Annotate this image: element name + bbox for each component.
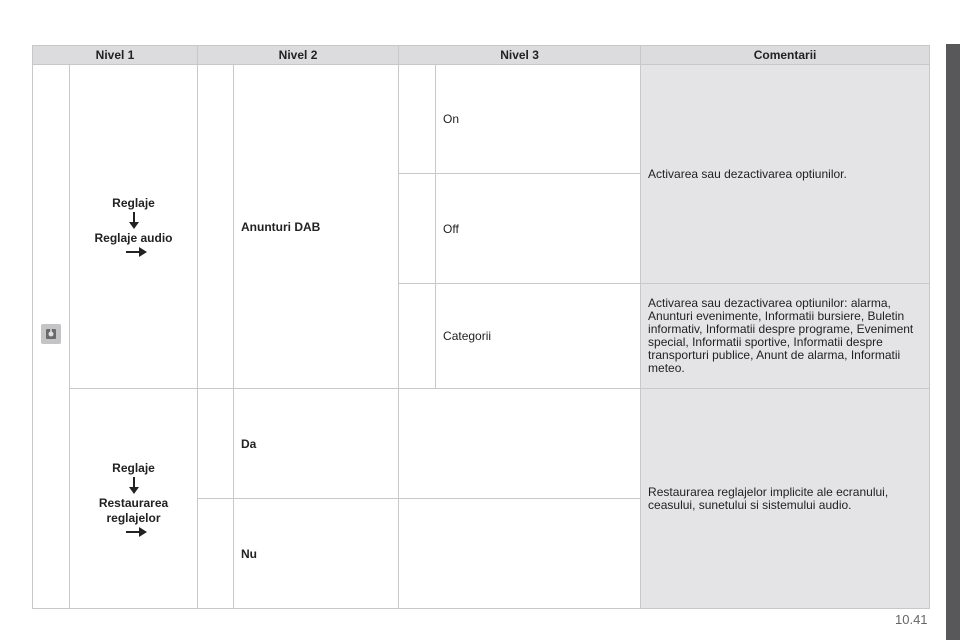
option-no: Nu	[234, 499, 399, 609]
level3-spacer	[399, 174, 436, 284]
settings-table	[32, 45, 930, 609]
arrow-down-icon	[127, 212, 141, 230]
level2-spacer	[198, 499, 234, 609]
arrow-right-icon	[120, 247, 148, 257]
level1-icon-cell	[33, 65, 70, 609]
page-number: 10.41	[895, 612, 928, 627]
option-yes: Da	[234, 389, 399, 499]
page-edge-bar	[946, 44, 960, 640]
menu-path-line2: Restaurarea reglajelor	[98, 495, 169, 525]
level2-spacer	[198, 389, 234, 499]
comment-reset: Restaurarea reglajelor implicite ale ecranului, ceasului, sunetului si sistemului audio.	[641, 389, 930, 609]
level3-empty	[399, 389, 641, 499]
menu-path-audio	[70, 65, 198, 389]
settings-tools-icon	[41, 324, 61, 344]
option-off: Off	[436, 174, 641, 284]
option-on: On	[436, 65, 641, 174]
level3-spacer	[399, 65, 436, 174]
table-row	[33, 389, 930, 499]
arrow-down-icon	[127, 477, 141, 495]
menu-path-line2: Reglaje audio	[94, 231, 173, 245]
menu-path-line1: Reglaje	[112, 196, 155, 210]
level2-dab-announcements: Anunturi DAB	[234, 65, 399, 389]
header-level3: Nivel 3	[399, 46, 641, 65]
level3-empty	[399, 499, 641, 609]
header-level1: Nivel 1	[33, 46, 198, 65]
arrow-right-icon	[120, 527, 148, 537]
header-level2: Nivel 2	[198, 46, 399, 65]
header-comments: Comentarii	[641, 46, 930, 65]
menu-path-line1: Reglaje	[112, 460, 155, 475]
table-row	[33, 65, 930, 174]
level3-spacer	[399, 284, 436, 389]
menu-path-reset	[70, 389, 198, 609]
comment-categories: Activarea sau dezactivarea optiunilor: alarma, Anunturi evenimente, Informatii bursiere, Buletin informativ, Informatii despre programe, Eveniment special, Informatii sportive, Informatii despre transporturi publice, Anunt de alarma, Informatii meteo.	[641, 284, 930, 389]
option-categories: Categorii	[436, 284, 641, 389]
header-row	[33, 46, 930, 65]
comment-onoff: Activarea sau dezactivarea optiunilor.	[641, 65, 930, 284]
level2-spacer	[198, 65, 234, 389]
